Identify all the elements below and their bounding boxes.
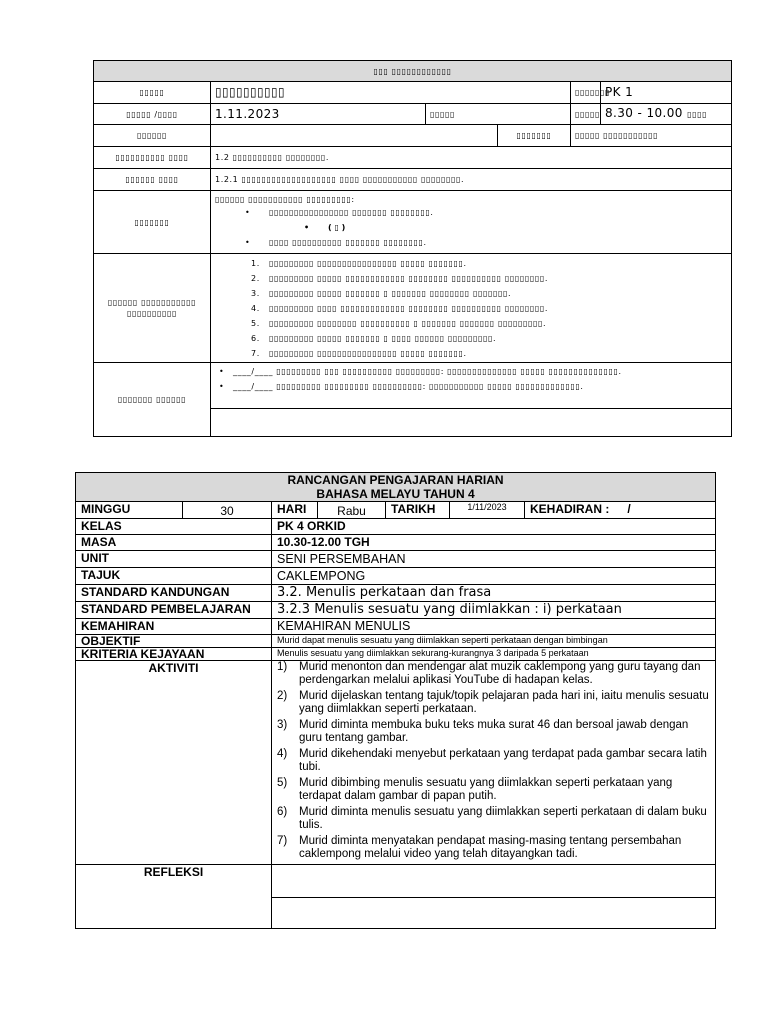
t1-row6-bullet1 — [215, 205, 727, 220]
t1-row5-value: 1.2.1 ▯▯▯▯▯▯▯▯▯▯▯▯▯▯▯▯▯▯▯ ▯▯▯▯ ▯▯▯▯▯▯▯▯▯▯▯ ▯▯▯▯▯▯▯▯. — [211, 169, 732, 191]
t1-row1-label: ▯▯▯▯▯ — [94, 82, 211, 104]
refleksi-label: REFLEKSI — [76, 865, 272, 929]
tarikh-label: TARIKH — [386, 502, 450, 519]
t1-activity-item: 1. ▯▯▯▯▯▯▯▯▯ ▯▯▯▯▯▯▯▯▯▯▯▯▯▯▯▯ ▯▯▯▯▯ ▯▯▯▯▯▯▯. — [263, 256, 727, 271]
tarikh-value: 1/11/2023 — [450, 502, 525, 519]
t1-row3-label: ▯▯▯▯▯▯ — [94, 125, 211, 147]
t1-row2-time-suffix: ▯▯▯▯ — [687, 110, 708, 119]
aktiviti-item — [277, 690, 710, 716]
unit-label: UNIT — [76, 551, 272, 568]
standard-pembelajaran-value: 3.2.3 Menulis sesuatu yang diimlakkan : i) perkataan — [272, 602, 716, 619]
refleksi-content — [272, 865, 716, 929]
t1-row2-label2: ▯▯▯▯▯ — [426, 104, 571, 125]
aktiviti-number: 7) — [277, 835, 288, 847]
aktiviti-item — [277, 748, 710, 774]
tajuk-label: TAJUK — [76, 568, 272, 585]
standard-pembelajaran-label: STANDARD PEMBELAJARAN — [76, 602, 272, 619]
t1-activity-item: 5. ▯▯▯▯▯▯▯▯▯ ▯▯▯▯▯▯▯▯ ▯▯▯▯▯▯▯▯▯▯ ▯ ▯▯▯▯▯▯▯ ▯▯▯▯▯▯▯ ▯▯▯▯▯▯▯▯▯. — [263, 316, 727, 331]
aktiviti-content — [272, 661, 716, 865]
t1-row2-value: 1.11.2023 — [211, 104, 426, 125]
kehadiran-cell — [525, 502, 716, 519]
t1-row6-bullet2-text: ▯▯▯▯ ▯▯▯▯▯▯▯▯▯▯ ▯▯▯▯▯▯▯ ▯▯▯▯▯▯▯▯. — [269, 238, 427, 247]
aktiviti-number: 5) — [277, 777, 288, 789]
t1-activity-item: 3. ▯▯▯▯▯▯▯▯▯ ▯▯▯▯▯ ▯▯▯▯▯▯▯ ▯ ▯▯▯▯▯▯▯ ▯▯▯▯▯▯▯▯ ▯▯▯▯▯▯▯. — [263, 286, 727, 301]
t1-row6-bullet2 — [215, 235, 727, 250]
t1-activity-item: 6. ▯▯▯▯▯▯▯▯▯ ▯▯▯▯▯ ▯▯▯▯▯▯▯ ▯ ▯▯▯▯ ▯▯▯▯▯▯ ▯▯▯▯▯▯▯▯▯. — [263, 331, 727, 346]
aktiviti-text: Murid diminta menulis sesuatu yang diimlakkan seperti perkataan di dalam buku tulis. — [299, 806, 707, 831]
minggu-value: 30 — [183, 502, 272, 519]
aktiviti-text: Murid menonton dan mendengar alat muzik caklempong yang guru tayang dan perdengarkan melalui aplikasi YouTube di hadapan kelas. — [299, 661, 701, 686]
kemahiran-label: KEMAHIRAN — [76, 619, 272, 635]
hari-label: HARI — [272, 502, 318, 519]
t1-row6-bullet1-cont: • ( ▯ ) — [215, 220, 727, 235]
rph-title — [76, 473, 716, 502]
aktiviti-text: Murid dibimbing menulis sesuatu yang diimlakkan seperti perkataan yang terdapat dalam gambar di papan putih. — [299, 777, 673, 802]
t1-row8-label: ▯▯▯▯▯▯▯ ▯▯▯▯▯▯ — [94, 363, 211, 437]
aktiviti-number: 3) — [277, 719, 288, 731]
kehadiran-value: / — [627, 502, 631, 516]
rph-title-line2: BAHASA MELAYU TAHUN 4 — [316, 487, 475, 501]
table1-header: ▯▯▯ ▯▯▯▯▯▯▯▯▯▯▯▯ — [94, 61, 732, 82]
t1-row2-label: ▯▯▯▯▯ /▯▯▯▯ — [94, 104, 211, 125]
t1-row3-value2: ▯▯▯▯▯ ▯▯▯▯▯▯▯▯▯▯▯ — [571, 125, 732, 147]
kelas-label: KELAS — [76, 519, 272, 535]
unit-value: SENI PERSEMBAHAN — [272, 551, 716, 568]
kriteria-value: Menulis sesuatu yang diimlakkan sekurang-kurangnya 3 daripada 5 perkataan — [272, 648, 716, 661]
daily-plan-table-2 — [75, 472, 716, 929]
t1-row1-value2: PK 1 — [601, 82, 732, 104]
kemahiran-value: KEMAHIRAN MENULIS — [272, 619, 716, 635]
kehadiran-label: KEHADIRAN : — [530, 502, 610, 516]
t1-row3-value — [211, 125, 498, 147]
t1-row4-value: 1.2 ▯▯▯▯▯▯▯▯▯▯ ▯▯▯▯▯▯▯▯. — [211, 147, 732, 169]
refleksi-line-1 — [272, 865, 715, 898]
t1-row8-item1: • ____/____ ▯▯▯▯▯▯▯▯▯ ▯▯▯ ▯▯▯▯▯▯▯▯▯▯ ▯▯▯▯▯▯▯▯▯: ▯▯▯▯▯▯▯▯▯▯▯▯▯▯ ▯▯▯▯▯ ▯▯▯▯▯▯▯▯▯▯▯▯▯▯. — [215, 364, 727, 379]
t1-activity-item: 7. ▯▯▯▯▯▯▯▯▯ ▯▯▯▯▯▯▯▯▯▯▯▯▯▯▯▯ ▯▯▯▯▯ ▯▯▯▯▯▯▯. — [263, 346, 727, 361]
aktiviti-text: Murid diminta membuka buku teks muka surat 46 dan bersoal jawab dengan guru tentang gambar. — [299, 719, 689, 744]
t1-row7-label: ▯▯▯▯▯▯ ▯▯▯▯▯▯▯▯▯▯▯ ▯▯▯▯▯▯▯▯▯▯ — [94, 254, 211, 363]
t1-row2-time-value: 8.30 - 10.00 — [605, 106, 683, 120]
objektif-label: OBJEKTIF — [76, 635, 272, 648]
t1-row6-content — [211, 191, 732, 254]
aktiviti-list — [277, 661, 710, 861]
objektif-value: Murid dapat menulis sesuatu yang diimlakkan seperti perkataan dengan bimbingan — [272, 635, 716, 648]
aktiviti-item — [277, 661, 710, 687]
tajuk-value: CAKLEMPONG — [272, 568, 716, 585]
aktiviti-number: 6) — [277, 806, 288, 818]
t1-row8-blank — [211, 409, 732, 437]
aktiviti-number: 4) — [277, 748, 288, 760]
aktiviti-text: Murid dijelaskan tentang tajuk/topik pelajaran pada hari ini, iaitu menulis sesuatu yang diimlakkan seperti perkataan. — [299, 690, 709, 715]
t1-row2-time — [601, 104, 732, 125]
t1-row8-item2: • ____/____ ▯▯▯▯▯▯▯▯▯ ▯▯▯▯▯▯▯▯▯ ▯▯▯▯▯▯▯▯▯▯: ▯▯▯▯▯▯▯▯▯▯▯ ▯▯▯▯▯ ▯▯▯▯▯▯▯▯▯▯▯▯▯. — [215, 379, 727, 394]
t1-row6-label: ▯▯▯▯▯▯▯ — [94, 191, 211, 254]
aktiviti-item — [277, 806, 710, 832]
t1-row3-label2: ▯▯▯▯▯▯▯ — [498, 125, 571, 147]
t1-row8-content — [211, 363, 732, 409]
t1-row1-label2: ▯▯▯▯▯▯▯ — [571, 82, 601, 104]
t1-row1-value: ▯▯▯▯▯▯▯▯▯▯ — [211, 82, 571, 104]
aktiviti-number: 1) — [277, 661, 288, 673]
minggu-label: MINGGU — [76, 502, 183, 519]
refleksi-line-2 — [272, 898, 715, 928]
standard-kandungan-value: 3.2. Menulis perkataan dan frasa — [272, 585, 716, 602]
t1-activity-item: 2. ▯▯▯▯▯▯▯▯▯ ▯▯▯▯▯ ▯▯▯▯▯▯▯▯▯▯▯▯ ▯▯▯▯▯▯▯▯ ▯▯▯▯▯▯▯▯▯▯ ▯▯▯▯▯▯▯▯. — [263, 271, 727, 286]
aktiviti-number: 2) — [277, 690, 288, 702]
aktiviti-item — [277, 777, 710, 803]
standard-kandungan-label: STANDARD KANDUNGAN — [76, 585, 272, 602]
t1-row2-label3: ▯▯▯▯▯ — [571, 104, 601, 125]
t1-row7-content — [211, 254, 732, 363]
t1-activity-item: 4. ▯▯▯▯▯▯▯▯▯ ▯▯▯▯ ▯▯▯▯▯▯▯▯▯▯▯▯▯ ▯▯▯▯▯▯▯▯ ▯▯▯▯▯▯▯▯▯▯ ▯▯▯▯▯▯▯▯. — [263, 301, 727, 316]
aktiviti-label: AKTIVITI — [76, 661, 272, 865]
t1-activity-list — [215, 256, 727, 361]
rph-title-line1: RANCANGAN PENGAJARAN HARIAN — [287, 473, 504, 487]
t1-row4-label: ▯▯▯▯▯▯▯▯▯▯ ▯▯▯▯ — [94, 147, 211, 169]
hari-value: Rabu — [318, 502, 386, 519]
aktiviti-item — [277, 719, 710, 745]
t1-row6-intro: ▯▯▯▯▯▯ ▯▯▯▯▯▯▯▯▯▯▯ ▯▯▯▯▯▯▯▯▯: — [215, 195, 355, 204]
masa-label: MASA — [76, 535, 272, 551]
aktiviti-text: Murid diminta menyatakan pendapat masing-masing tentang persembahan caklempong melalui video yang telah ditayangkan tadi. — [299, 835, 682, 860]
t1-row6-bullet1-text: ▯▯▯▯▯▯▯▯▯▯▯▯▯▯▯▯ ▯▯▯▯▯▯▯ ▯▯▯▯▯▯▯▯. — [269, 208, 434, 217]
t1-row5-label: ▯▯▯▯▯▯ ▯▯▯▯ — [94, 169, 211, 191]
kelas-value: PK 4 ORKID — [272, 519, 716, 535]
masa-value: 10.30-12.00 TGH — [272, 535, 716, 551]
aktiviti-text: Murid dikehendaki menyebut perkataan yang terdapat pada gambar secara latih tubi. — [299, 748, 707, 773]
daily-plan-table-1 — [93, 60, 732, 437]
aktiviti-item — [277, 835, 710, 861]
kriteria-label: KRITERIA KEJAYAAN — [76, 648, 272, 661]
